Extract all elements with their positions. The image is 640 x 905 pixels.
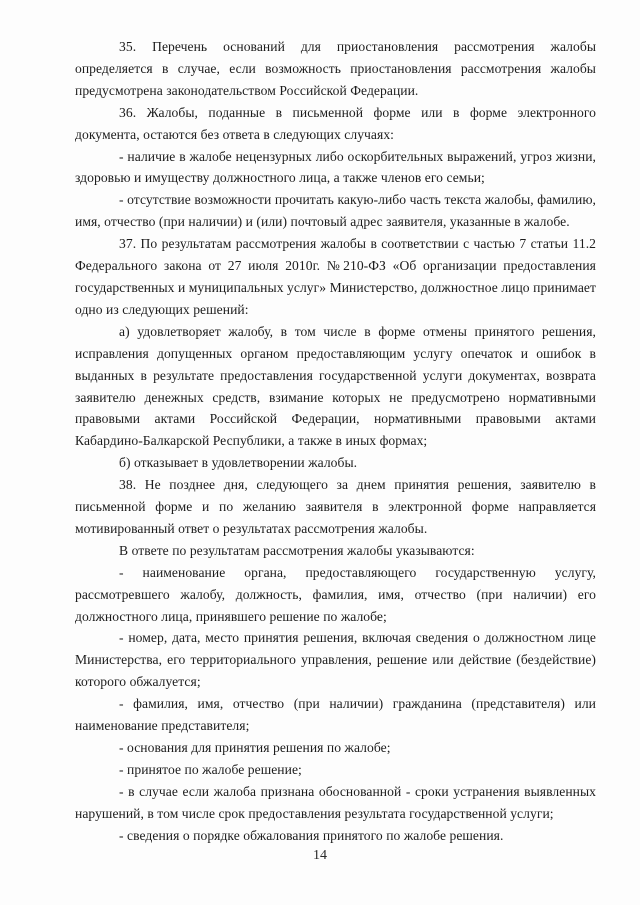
paragraph-36: 36. Жалобы, поданные в письменной форме или в форме электронного документа, остаются без ответа в следующих случаях: — [75, 104, 596, 142]
decision-option-a: а) удовлетворяет жалобу, в том числе в форме отмены принятого решения, исправления допущенных органом предоставляющим услугу опечаток и ошибок в выданных в результате предоставления государственной услуги документах, возврата заявителю денежных средств, взимание которых не предусмотрено нормативными правовыми актами Российской Федерации, нормативными правовыми актами Кабардино-Балкарской Республики, а также в иных формах; — [75, 323, 596, 449]
decision-option-b: б) отказывает в удовлетворении жалобы. — [119, 455, 358, 471]
list-item-decision-details: - номер, дата, место принятия решения, включая сведения о должностном лице Министерства, его территориального управления, решение или действие (бездействие) которого обжалуется; — [75, 630, 596, 690]
list-item-decision-grounds: - основания для принятия решения по жалобе; — [119, 740, 391, 755]
list-item-authority-name: - наименование органа, предоставляющего государственную услугу, рассмотревшего жалобу, должность, фамилия, имя, отчество (при наличии) его должностного лица, принявшего решение по жалобе; — [75, 564, 596, 624]
list-item-unreadable-text: - отсутствие возможности прочитать какую-либо часть текста жалобы, фамилию, имя, отчество (при наличии) и (или) почтовый адрес заявителя, указанные в жалобе. — [75, 192, 596, 230]
list-item-remedy-deadlines: - в случае если жалоба признана обоснованной - сроки устранения выявленных нарушений, в том числе срок предоставления результата государственной услуги; — [75, 783, 596, 821]
paragraph-37: 37. По результатам рассмотрения жалобы в соответствии с частью 7 статьи 11.2 Федерального закона от 27 июля 2010г. №210-ФЗ «Об организации предоставления государственных и муниципальных услуг» Министерство, должностное лицо принимает одно из следующих решений: — [75, 236, 596, 317]
document-body — [75, 36, 596, 847]
list-item-obscene-language: - наличие в жалобе нецензурных либо оскорбительных выражений, угроз жизни, здоровью и имуществу должностного лица, а также членов его семьи; — [75, 148, 596, 186]
paragraph-38: 38. Не позднее дня, следующего за днем принятия решения, заявителю в письменной форме и по желанию заявителя в электронной форме направляется мотивированный ответ о результатах рассмотрения жалобы. — [75, 477, 596, 536]
paragraph-35: 35. Перечень оснований для приостановления рассмотрения жалобы определяется в случае, если возможность приостановления рассмотрения жалобы предусмотрена законодательством Российской Федерации. — [75, 39, 596, 98]
list-item-appeal-procedure: - сведения о порядке обжалования принятого по жалобе решения. — [119, 827, 504, 843]
list-item-decision-taken: - принятое по жалобе решение; — [119, 761, 302, 777]
response-contents-intro: В ответе по результатам рассмотрения жалобы указываются: — [119, 542, 475, 558]
list-item-citizen-name: - фамилия, имя, отчество (при наличии) гражданина (представителя) или наименование представителя; — [75, 696, 596, 734]
page-number: 14 — [313, 848, 327, 863]
